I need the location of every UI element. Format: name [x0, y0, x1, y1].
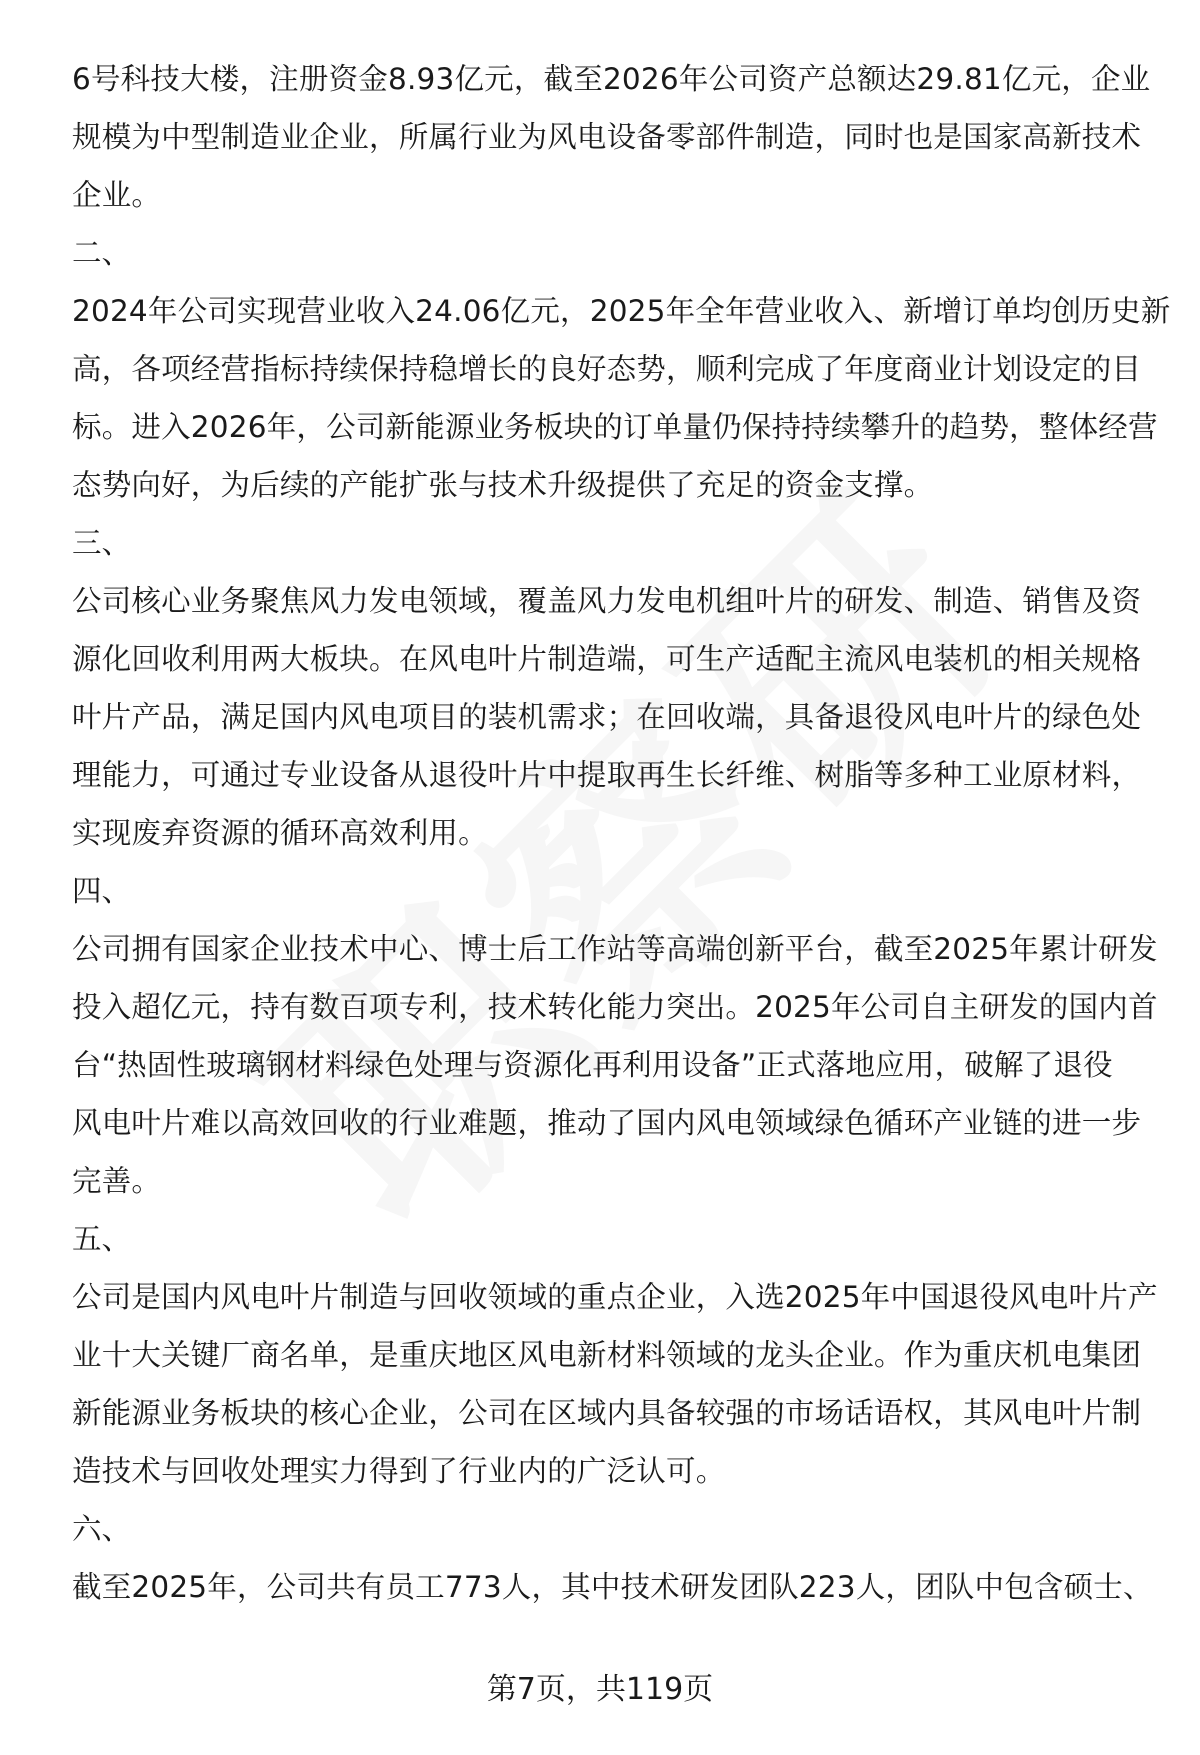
section-section-2: [72, 224, 1171, 514]
section-section-4: [72, 862, 1162, 1210]
paragraph-line: 风电叶片难以高效回收的行业难题，推动了国内风电领域绿色循环产业链的进一步: [72, 1106, 1142, 1140]
paragraph-line: 理能力，可通过专业设备从退役叶片中提取再生长纤维、树脂等多种工业原材料，: [72, 758, 1142, 792]
section-section-5: [72, 1210, 1162, 1500]
paragraph-line: 源化回收利用两大板块。在风电叶片制造端，可生产适配主流风电装机的相关规格: [72, 642, 1142, 676]
paragraph-line: 业十大关键厂商名单，是重庆地区风电新材料领域的龙头企业。作为重庆机电集团: [72, 1338, 1142, 1372]
page-number: 第7页，共119页: [486, 1672, 714, 1707]
paragraph-line: 投入超亿元，持有数百项专利，技术转化能力突出。2025年公司自主研发的国内首: [72, 990, 1158, 1024]
paragraph-line: 公司是国内风电叶片制造与回收领域的重点企业，入选2025年中国退役风电叶片产: [72, 1280, 1158, 1314]
section-heading: 二、: [72, 236, 132, 270]
paragraph-line: 6号科技大楼，注册资金8.93亿元，截至2026年公司资产总额达29.81亿元，企业: [72, 62, 1151, 96]
section-intro-tail: [72, 50, 1162, 224]
paragraph-line: 新能源业务板块的核心企业，公司在区域内具备较强的市场话语权，其风电叶片制: [72, 1396, 1142, 1430]
section-section-3: [72, 514, 1162, 862]
paragraph-line: 规模为中型制造业企业，所属行业为风电设备零部件制造，同时也是国家高新技术: [72, 120, 1142, 154]
paragraph-line: 截至2025年，公司共有员工773人，其中技术研发团队223人，团队中包含硕士、: [72, 1570, 1153, 1604]
paragraph-line: 叶片产品，满足国内风电项目的装机需求；在回收端，具备退役风电叶片的绿色处: [72, 700, 1142, 734]
paragraph-line: 企业。: [72, 178, 162, 212]
document-body: [72, 50, 1171, 1616]
paragraph-line: 实现废弃资源的循环高效利用。: [72, 816, 488, 850]
paragraph-line: 高，各项经营指标持续保持稳增长的良好态势，顺利完成了年度商业计划设定的目: [72, 352, 1142, 386]
section-heading: 四、: [72, 874, 132, 908]
paragraph-line: 完善。: [72, 1164, 162, 1198]
paragraph-line: 态势向好，为后续的产能扩张与技术升级提供了充足的资金支撑。: [72, 468, 934, 502]
paragraph-line: 公司拥有国家企业技术中心、博士后工作站等高端创新平台，截至2025年累计研发: [72, 932, 1158, 966]
section-heading: 三、: [72, 526, 132, 560]
paragraph-line: 标。进入2026年，公司新能源业务板块的订单量仍保持持续攀升的趋势，整体经营: [72, 410, 1158, 444]
paragraph-line: 2024年公司实现营业收入24.06亿元，2025年全年营业收入、新增订单均创历史新: [72, 294, 1171, 328]
section-heading: 五、: [72, 1222, 132, 1256]
paragraph-line: 台“热固性玻璃钢材料绿色处理与资源化再利用设备”正式落地应用，破解了退役: [72, 1048, 1113, 1082]
section-heading: 六、: [72, 1512, 132, 1546]
paragraph-line: 公司核心业务聚焦风力发电领域，覆盖风力发电机组叶片的研发、制造、销售及资: [72, 584, 1142, 618]
section-section-6: [72, 1500, 1162, 1616]
paragraph-line: 造技术与回收处理实力得到了行业内的广泛认可。: [72, 1454, 726, 1488]
